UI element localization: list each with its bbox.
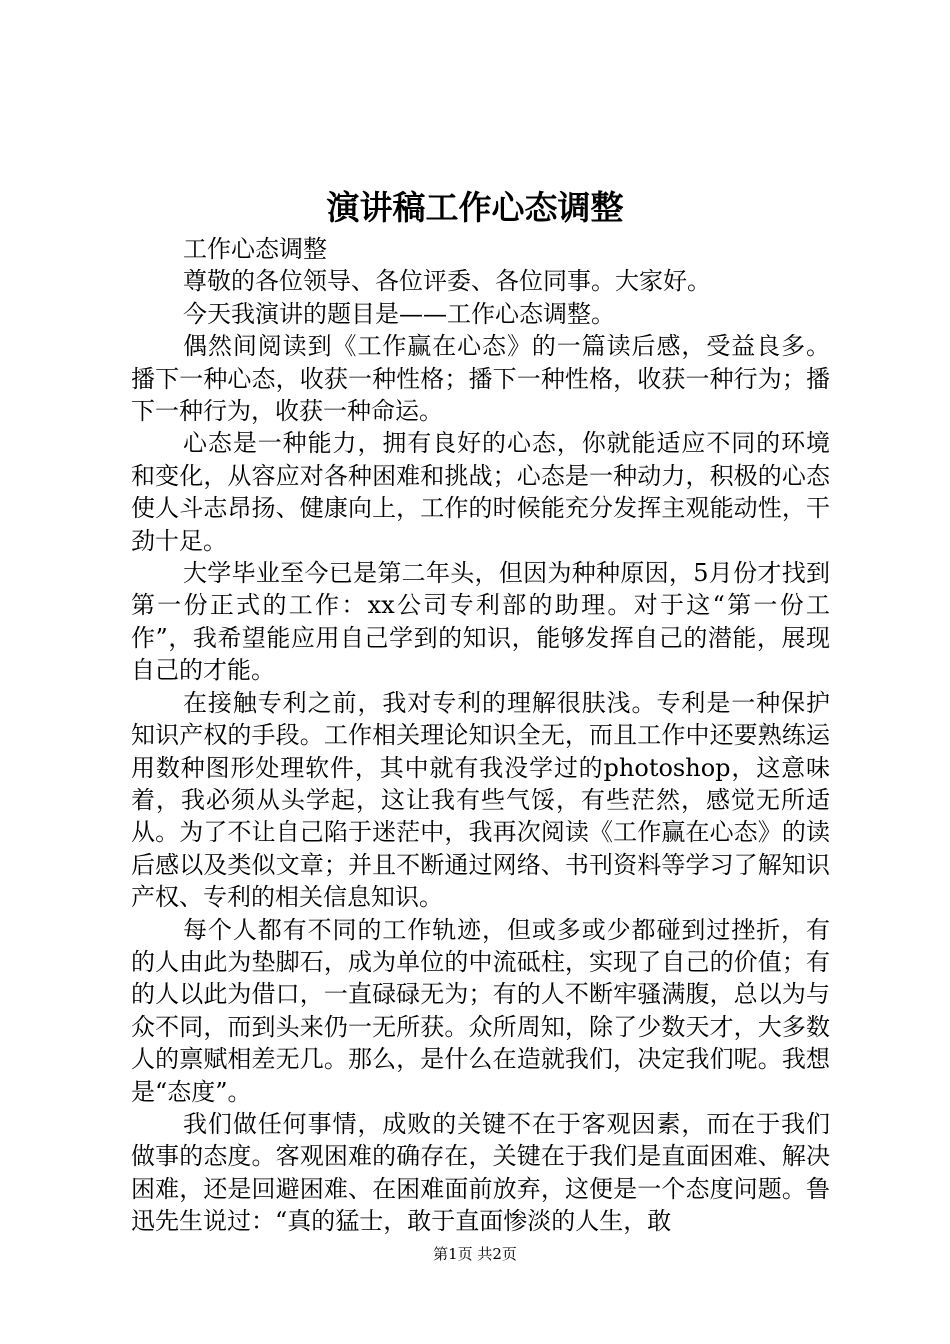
paragraph-greeting: 尊敬的各位领导、各位评委、各位同事。大家好。 xyxy=(183,267,711,296)
paragraph-body: 我们做任何事情，成败的关键不在于客观因素，而在于我们做事的态度。客观困难的确存在，关键在于我们是直面困难、解决困难，还是回避困难、在困难面前放弃，这便是一个态度问题。鲁迅先生说过：“真的猛士，敢于直面惨淡的人生，敢 xyxy=(131,1109,830,1236)
page-title: 演讲稿工作心态调整 xyxy=(326,188,624,227)
paragraph-body: 每个人都有不同的工作轨迹，但或多或少都碰到过挫折，有的人由此为垫脚石，成为单位的中流砥柱，实现了自己的价值；有的人以此为借口，一直碌碌无为；有的人不断牢骚满腹，总以为与众不同，而到头来仍一无所获。众所周知，除了少数天才，大多数人的禀赋相差无几。那么，是什么在造就我们，决定我们呢。我想是“态度”。 xyxy=(131,915,830,1106)
paragraph-topic: 今天我演讲的题目是——工作心态调整。 xyxy=(183,299,615,328)
paragraph-subtitle: 工作心态调整 xyxy=(183,235,327,263)
paragraph-body: 大学毕业至今已是第二年头，但因为种种原因，5月份才找到第一份正式的工作：xx公司专利部的助理。对于这“第一份工作”，我希望能应用自己学到的知识，能够发挥自己的潜能，展现自己的才能。 xyxy=(131,559,830,685)
page-footer xyxy=(0,1244,950,1264)
page-number: 第1页 共2页 xyxy=(433,1245,517,1263)
paragraph-body: 心态是一种能力，拥有良好的心态，你就能适应不同的环境和变化，从容应对各种困难和挑战；心态是一种动力，积极的心态使人斗志昂扬、健康向上，工作的时候能充分发挥主观能动性，干劲十足。 xyxy=(131,429,830,555)
document-body xyxy=(131,233,830,1238)
paragraph-body: 在接触专利之前，我对专利的理解很肤浅。专利是一种保护知识产权的手段。工作相关理论知识全无，而且工作中还要熟练运用数种图形处理软件，其中就有我没学过的photoshop，这意味着，我必须从头学起，这让我有些气馁，有些茫然，感觉无所适从。为了不让自己陷于迷茫中，我再次阅读《工作赢在心态》的读后感以及类似文章；并且不断通过网络、书刊资料等学习了解知识产权、专利的相关信息知识。 xyxy=(131,688,830,912)
paragraph-body: 偶然间阅读到《工作赢在心态》的一篇读后感，受益良多。播下一种心态，收获一种性格；播下一种性格，收获一种行为；播下一种行为，收获一种命运。 xyxy=(131,332,830,426)
